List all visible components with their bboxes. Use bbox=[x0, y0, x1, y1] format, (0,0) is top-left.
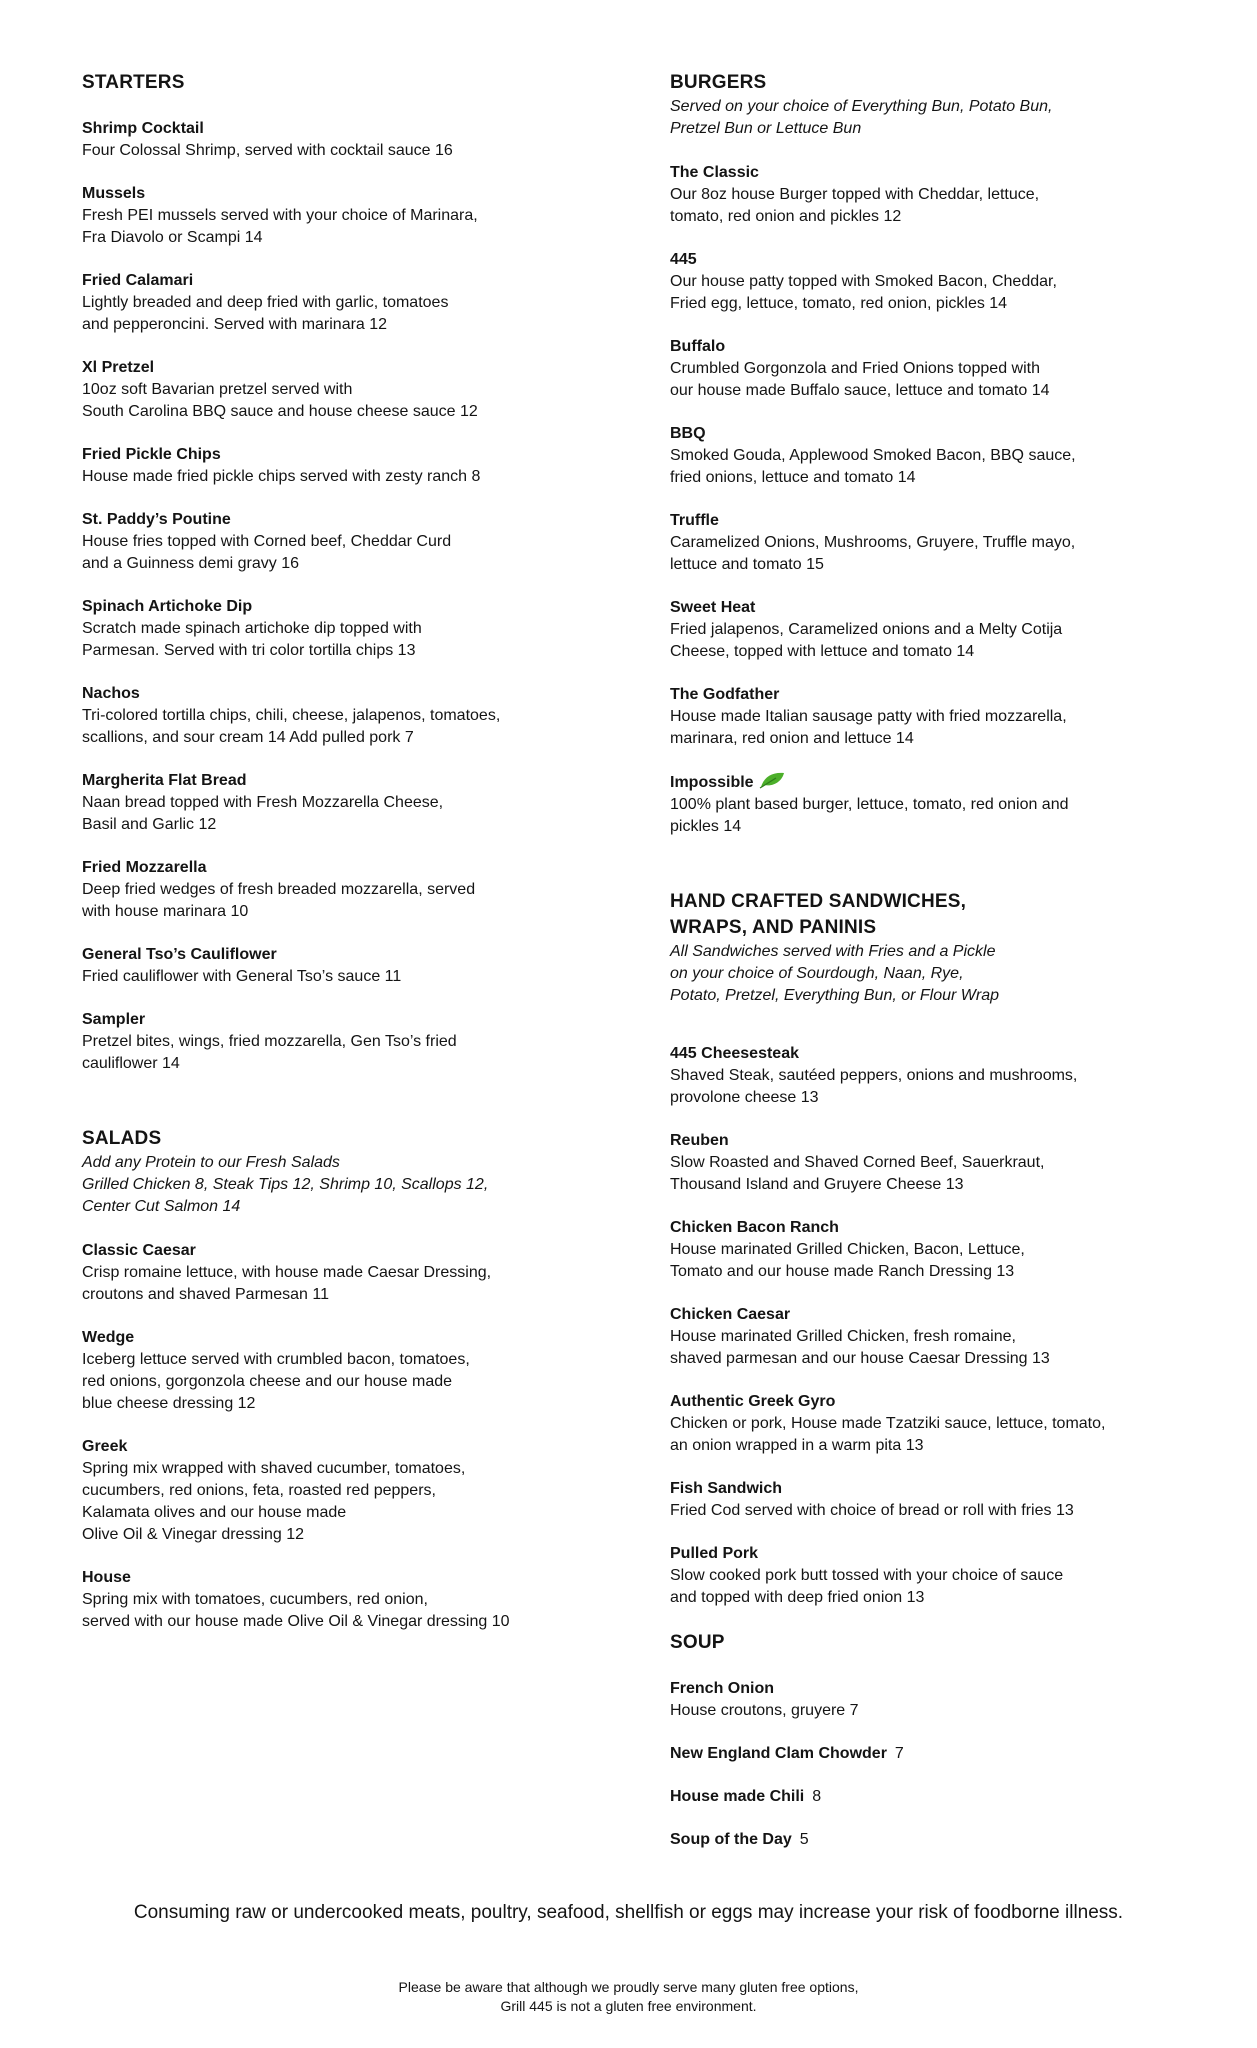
menu-item bbox=[82, 1240, 642, 1306]
menu-item bbox=[82, 1436, 642, 1546]
item-description: Fresh PEI mussels served with your choice of Marinara, Fra Diavolo or Scampi 14 bbox=[82, 207, 478, 246]
menu-item bbox=[82, 270, 642, 336]
salads-list bbox=[82, 1240, 642, 1633]
item-description: Smoked Gouda, Applewood Smoked Bacon, BBQ sauce, fried onions, lettuce and tomato 14 bbox=[670, 447, 1076, 486]
menu-item bbox=[670, 1130, 1190, 1196]
menu-item bbox=[670, 1217, 1190, 1283]
item-name: Spinach Artichoke Dip bbox=[82, 598, 253, 615]
leaf-icon bbox=[758, 771, 786, 789]
item-description: Naan bread topped with Fresh Mozzarella Cheese, Basil and Garlic 12 bbox=[82, 794, 444, 833]
item-name: The Godfather bbox=[670, 686, 780, 703]
item-description: Our 8oz house Burger topped with Cheddar, lettuce, tomato, red onion and pickles 12 bbox=[670, 186, 1040, 225]
menu-item bbox=[670, 1478, 1190, 1522]
sandwiches-note: All Sandwiches served with Fries and a Pickle on your choice of Sourdough, Naan, Rye, Potato, Pretzel, Everything Bun, or Flour Wrap bbox=[670, 943, 1000, 1004]
item-name: Reuben bbox=[670, 1132, 729, 1149]
item-name: 445 Cheesesteak bbox=[670, 1045, 799, 1062]
sandwiches-list bbox=[670, 1043, 1190, 1609]
item-price: 7 bbox=[894, 1745, 904, 1762]
item-description: Fried jalapenos, Caramelized onions and a Melty Cotija Cheese, topped with lettuce and tomato 14 bbox=[670, 621, 1063, 660]
item-name: Truffle bbox=[670, 512, 719, 529]
item-name: Fried Calamari bbox=[82, 272, 194, 289]
item-description: House made fried pickle chips served with zesty ranch 8 bbox=[82, 468, 481, 485]
menu-item bbox=[82, 1567, 642, 1633]
item-description: House fries topped with Corned beef, Cheddar Curd and a Guinness demi gravy 16 bbox=[82, 533, 452, 572]
menu-item bbox=[670, 1829, 1190, 1851]
item-description: Pretzel bites, wings, fried mozzarella, Gen Tso’s fried cauliflower 14 bbox=[82, 1033, 457, 1072]
item-name: Greek bbox=[82, 1438, 128, 1455]
menu-item bbox=[82, 770, 642, 836]
item-name: Wedge bbox=[82, 1329, 135, 1346]
menu-item bbox=[670, 249, 1190, 315]
item-description: Crumbled Gorgonzola and Fried Onions topped with our house made Buffalo sauce, lettuce and tomato 14 bbox=[670, 360, 1050, 399]
item-description: Iceberg lettuce served with crumbled bacon, tomatoes, red onions, gorgonzola cheese and our house made blue cheese dressing 12 bbox=[82, 1351, 470, 1412]
menu-item bbox=[670, 336, 1190, 402]
item-description: House marinated Grilled Chicken, fresh romaine, shaved parmesan and our house Caesar Dressing 13 bbox=[670, 1328, 1050, 1367]
burgers-title: BURGERS bbox=[670, 72, 767, 93]
menu-item bbox=[670, 1043, 1190, 1109]
item-description: Slow Roasted and Shaved Corned Beef, Sauerkraut, Thousand Island and Gruyere Cheese 13 bbox=[670, 1154, 1045, 1193]
menu-item bbox=[670, 1678, 1190, 1722]
item-name: Fried Pickle Chips bbox=[82, 446, 221, 463]
item-description: Slow cooked pork butt tossed with your choice of sauce and topped with deep fried onion 13 bbox=[670, 1567, 1064, 1606]
section-spacer bbox=[670, 859, 1190, 889]
item-name: Shrimp Cocktail bbox=[82, 120, 204, 137]
item-name: Sweet Heat bbox=[670, 599, 756, 616]
item-name: New England Clam Chowder bbox=[670, 1745, 887, 1762]
salads-title: SALADS bbox=[82, 1128, 162, 1149]
disclaimer-line: Please be aware that although we proudly serve many gluten free options, bbox=[398, 1979, 859, 1995]
item-name: Margherita Flat Bread bbox=[82, 772, 247, 789]
item-description: Spring mix wrapped with shaved cucumber, tomatoes, cucumbers, red onions, feta, roasted red peppers, Kalamata olives and our house made Olive Oil & Vinegar dressing 12 bbox=[82, 1460, 466, 1543]
menu-item bbox=[82, 357, 642, 423]
menu-item bbox=[670, 1304, 1190, 1370]
item-name: 445 bbox=[670, 251, 697, 268]
item-name: St. Paddy’s Poutine bbox=[82, 511, 231, 528]
item-description: 10oz soft Bavarian pretzel served with South Carolina BBQ sauce and house cheese sauce 12 bbox=[82, 381, 478, 420]
item-description: Fried Cod served with choice of bread or roll with fries 13 bbox=[670, 1502, 1074, 1519]
menu-item bbox=[670, 771, 1190, 838]
item-description: House croutons, gruyere 7 bbox=[670, 1702, 859, 1719]
menu-item bbox=[82, 857, 642, 923]
menu-item bbox=[82, 683, 642, 749]
item-name: Pulled Pork bbox=[670, 1545, 759, 1562]
item-name: French Onion bbox=[670, 1680, 774, 1697]
sandwiches-title: HAND CRAFTED SANDWICHES, WRAPS, AND PANINIS bbox=[670, 891, 967, 938]
item-name: Chicken Bacon Ranch bbox=[670, 1219, 839, 1236]
menu-item bbox=[670, 162, 1190, 228]
item-description: Spring mix with tomatoes, cucumbers, red onion, served with our house made Olive Oil & Vinegar dressing 10 bbox=[82, 1591, 510, 1630]
starters-list bbox=[82, 118, 642, 1075]
menu-item bbox=[670, 423, 1190, 489]
disclaimer-line: Grill 445 is not a gluten free environment. bbox=[500, 1998, 757, 2014]
menu-item bbox=[670, 1391, 1190, 1457]
menu-item bbox=[670, 1743, 1190, 1765]
item-description: Deep fried wedges of fresh breaded mozzarella, served with house marinara 10 bbox=[82, 881, 476, 920]
item-description: Scratch made spinach artichoke dip topped with Parmesan. Served with tri color tortilla chips 13 bbox=[82, 620, 422, 659]
item-name: Impossible bbox=[670, 774, 754, 791]
food-safety-notice: Consuming raw or undercooked meats, poultry, seafood, shellfish or eggs may increase your risk of foodborne illness. bbox=[133, 1902, 1124, 1923]
item-name: Authentic Greek Gyro bbox=[670, 1393, 836, 1410]
item-description: House marinated Grilled Chicken, Bacon, Lettuce, Tomato and our house made Ranch Dressing 13 bbox=[670, 1241, 1025, 1280]
menu-item bbox=[82, 444, 642, 488]
menu-item bbox=[670, 510, 1190, 576]
soup-list bbox=[670, 1678, 1190, 1851]
left-column bbox=[82, 70, 642, 1654]
item-description: Four Colossal Shrimp, served with cocktail sauce 16 bbox=[82, 142, 453, 159]
item-description: 100% plant based burger, lettuce, tomato, red onion and pickles 14 bbox=[670, 796, 1069, 835]
menu-item bbox=[82, 596, 642, 662]
soup-title: SOUP bbox=[670, 1632, 725, 1653]
item-description: Tri-colored tortilla chips, chili, cheese, jalapenos, tomatoes, scallions, and sour cream 14 Add pulled pork 7 bbox=[82, 707, 501, 746]
item-description: Crisp romaine lettuce, with house made Caesar Dressing, croutons and shaved Parmesan 11 bbox=[82, 1264, 492, 1303]
item-name: House made Chili bbox=[670, 1788, 805, 1805]
item-description: Lightly breaded and deep fried with garlic, tomatoes and pepperoncini. Served with marinara 12 bbox=[82, 294, 449, 333]
item-name: The Classic bbox=[670, 164, 759, 181]
gluten-disclaimer bbox=[0, 1978, 1257, 2016]
burgers-note: Served on your choice of Everything Bun, Potato Bun, Pretzel Bun or Lettuce Bun bbox=[670, 98, 1053, 137]
item-name: General Tso’s Cauliflower bbox=[82, 946, 277, 963]
menu-item bbox=[670, 1786, 1190, 1808]
item-name: Fried Mozzarella bbox=[82, 859, 207, 876]
menu-item bbox=[670, 684, 1190, 750]
menu-item bbox=[82, 118, 642, 162]
item-name: Buffalo bbox=[670, 338, 726, 355]
item-name: House bbox=[82, 1569, 131, 1586]
item-description: Our house patty topped with Smoked Bacon, Cheddar, Fried egg, lettuce, tomato, red onion, pickles 14 bbox=[670, 273, 1057, 312]
starters-title: STARTERS bbox=[82, 72, 185, 93]
salads-note: Add any Protein to our Fresh Salads Grilled Chicken 8, Steak Tips 12, Shrimp 10, Scallops 12, Center Cut Salmon 14 bbox=[82, 1154, 489, 1215]
item-description: Chicken or pork, House made Tzatziki sauce, lettuce, tomato, an onion wrapped in a warm pita 13 bbox=[670, 1415, 1106, 1454]
burgers-list bbox=[670, 162, 1190, 838]
item-description: House made Italian sausage patty with fried mozzarella, marinara, red onion and lettuce 14 bbox=[670, 708, 1067, 747]
item-name: BBQ bbox=[670, 425, 706, 442]
item-description: Shaved Steak, sautéed peppers, onions and mushrooms, provolone cheese 13 bbox=[670, 1067, 1078, 1106]
item-name: Fish Sandwich bbox=[670, 1480, 783, 1497]
menu-item bbox=[82, 509, 642, 575]
item-name: Mussels bbox=[82, 185, 146, 202]
item-name: Nachos bbox=[82, 685, 140, 702]
menu-item bbox=[82, 1009, 642, 1075]
item-price: 8 bbox=[812, 1788, 822, 1805]
item-name: Soup of the Day bbox=[670, 1831, 792, 1848]
menu-item bbox=[670, 1543, 1190, 1609]
menu-item bbox=[82, 1327, 642, 1415]
item-description: Caramelized Onions, Mushrooms, Gruyere, Truffle mayo, lettuce and tomato 15 bbox=[670, 534, 1076, 573]
section-spacer bbox=[82, 1096, 642, 1126]
item-price: 5 bbox=[799, 1831, 809, 1848]
item-name: Sampler bbox=[82, 1011, 146, 1028]
item-description: Fried cauliflower with General Tso’s sauce 11 bbox=[82, 968, 402, 985]
menu-item bbox=[82, 183, 642, 249]
right-column bbox=[670, 70, 1190, 1872]
item-name: Xl Pretzel bbox=[82, 359, 155, 376]
menu-item bbox=[82, 944, 642, 988]
item-name: Chicken Caesar bbox=[670, 1306, 791, 1323]
menu-item bbox=[670, 597, 1190, 663]
item-name: Classic Caesar bbox=[82, 1242, 196, 1259]
